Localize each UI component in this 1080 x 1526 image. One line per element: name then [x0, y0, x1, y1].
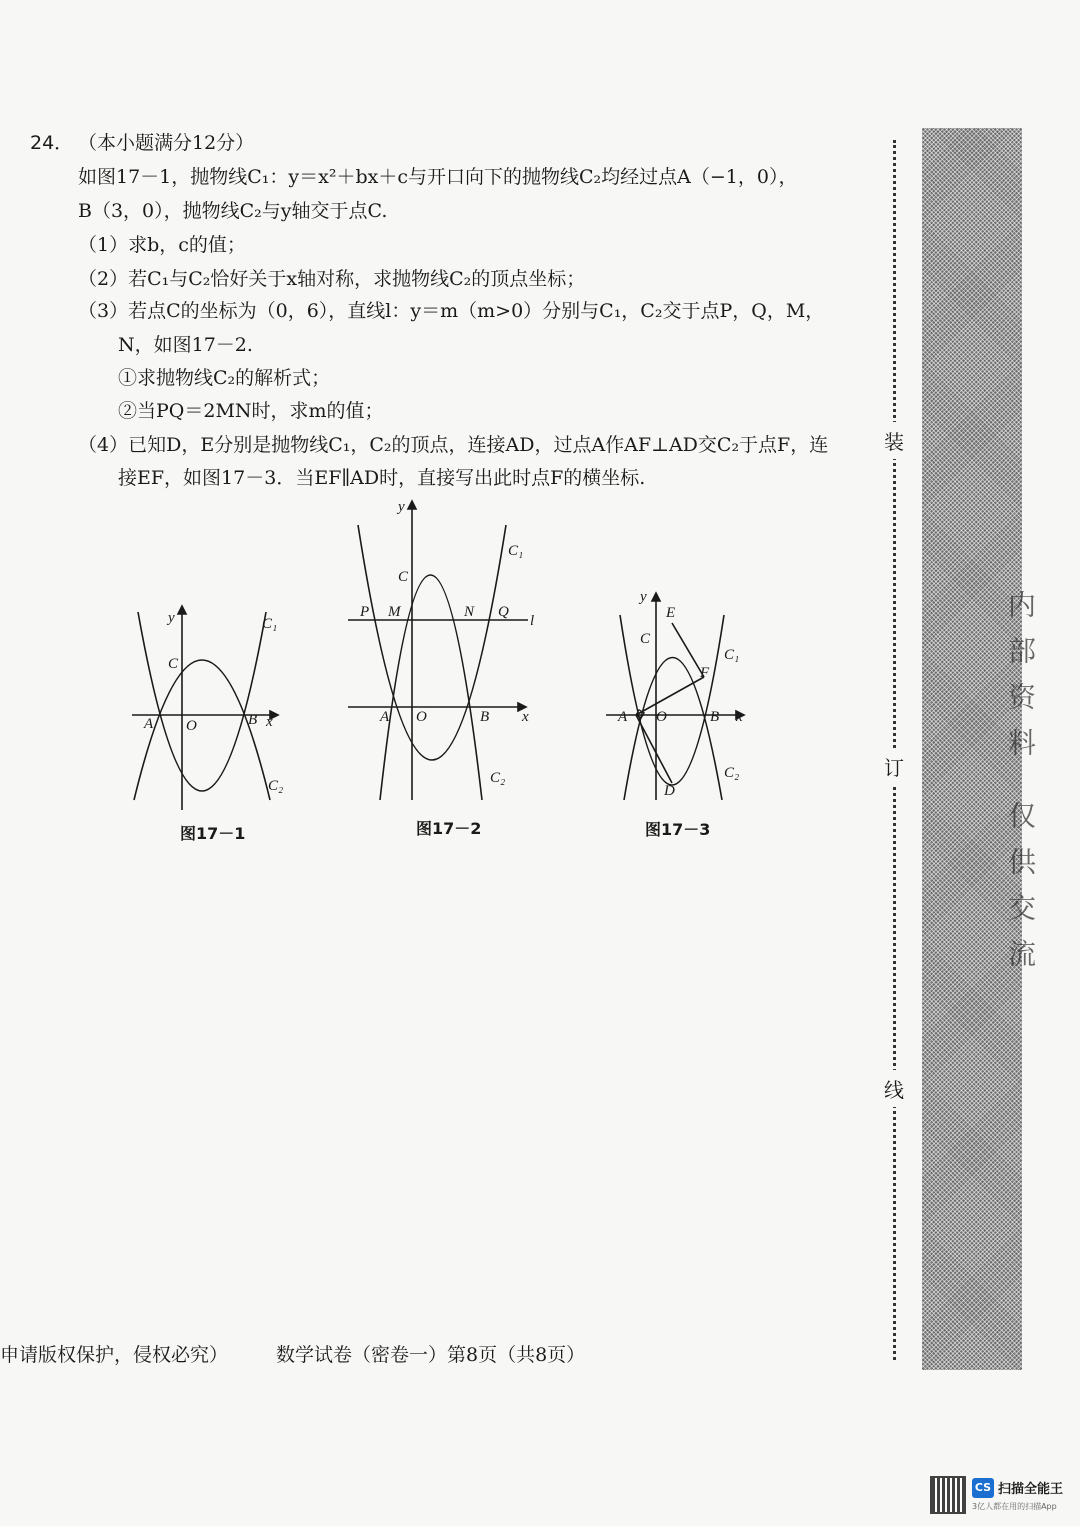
label-m: M [388, 604, 401, 620]
segment-af [636, 677, 704, 715]
label-l: l [530, 613, 535, 629]
scanner-app-name: 扫描全能王 [998, 1482, 1064, 1497]
y-axis-arrow [178, 606, 186, 614]
y-axis-arrow [408, 501, 416, 509]
scanner-logo [930, 1476, 1070, 1518]
binding-label-xian: 线 [884, 1070, 904, 1107]
cs-badge: CS [972, 1478, 994, 1498]
question-line: （2）若C₁与C₂恰好关于x轴对称，求抛物线C₂的顶点坐标； [78, 268, 586, 290]
question-line: ①求抛物线C₂的解析式； [118, 367, 331, 389]
figure-caption: 图17－2 [416, 819, 482, 838]
label-x: x [266, 714, 273, 730]
label-c2: C₂ [724, 765, 740, 781]
segment-ad [636, 715, 672, 783]
label-c1: C₁ [508, 543, 524, 559]
question-number: 24． [30, 132, 74, 154]
question-title: （本小题满分12分） [78, 132, 255, 154]
label-x: x [736, 709, 743, 725]
label-o: O [186, 718, 197, 734]
footer-copyright: 申请版权保护，侵权必究） [0, 1344, 229, 1366]
question-line: B（3，0），抛物线C₂与y轴交于点C. [78, 200, 388, 222]
question-line: ②当PQ＝2MN时，求m的值； [118, 400, 384, 422]
label-b: B [248, 712, 258, 728]
label-c: C [640, 631, 651, 647]
label-q: Q [498, 604, 509, 620]
figure-caption: 图17－1 [180, 824, 246, 843]
label-y: y [398, 499, 405, 515]
label-x: x [522, 709, 529, 725]
label-c2: C₂ [490, 770, 506, 786]
label-n: N [464, 604, 475, 620]
label-e: E [666, 605, 676, 621]
label-o: O [656, 709, 667, 725]
footer-page-info: 数学试卷（密卷一）第8页（共8页） [276, 1344, 586, 1366]
question-line: （4）已知D，E分别是抛物线C₁，C₂的顶点，连接AD，过点A作AF⊥AD交C₂于点F，连 [78, 434, 829, 456]
question-line: N，如图17－2. [118, 334, 253, 356]
figure-17-2 [340, 495, 540, 805]
label-p: P [360, 604, 370, 620]
binding-watermark: 内部资料 仅供交流 [1004, 590, 1037, 985]
label-c2: C₂ [268, 778, 284, 794]
label-f: F [700, 665, 710, 681]
question-line: （1）求b，c的值； [78, 234, 246, 256]
label-d: D [664, 783, 675, 799]
y-axis-arrow [652, 593, 660, 601]
question-line: （3）若点C的坐标为（0，6），直线l：y＝m（m>0）分别与C₁，C₂交于点P，Q，M， [78, 300, 825, 322]
label-b: B [480, 709, 490, 725]
label-a: A [380, 709, 390, 725]
label-y: y [168, 610, 175, 626]
label-a: A [144, 716, 154, 732]
label-c: C [168, 656, 179, 672]
figure-17-3 [600, 585, 760, 810]
qr-code-icon [930, 1476, 966, 1514]
figure-caption: 图17－3 [645, 820, 711, 839]
label-c: C [398, 569, 409, 585]
question-line: 如图17－1，抛物线C₁：y＝x²＋bx＋c与开口向下的抛物线C₂均经过点A（−1，0）， [78, 166, 798, 188]
label-c1: C₁ [724, 647, 740, 663]
label-y: y [640, 589, 647, 605]
figure-17-1 [120, 600, 300, 820]
parabola-c1 [620, 615, 724, 785]
label-b: B [710, 709, 720, 725]
binding-label-ding: 订 [884, 748, 904, 785]
question-line: 接EF，如图17－3．当EF∥AD时，直接写出此时点F的横坐标. [118, 467, 646, 489]
parabola-c1 [138, 612, 266, 791]
label-c1: C₁ [262, 616, 278, 632]
binding-label-zhuang: 装 [884, 422, 904, 459]
label-a: A [618, 709, 628, 725]
parabola-c2 [134, 660, 270, 800]
scanner-subtitle: 3亿人都在用的扫描App [972, 1502, 1057, 1511]
label-o: O [416, 709, 427, 725]
